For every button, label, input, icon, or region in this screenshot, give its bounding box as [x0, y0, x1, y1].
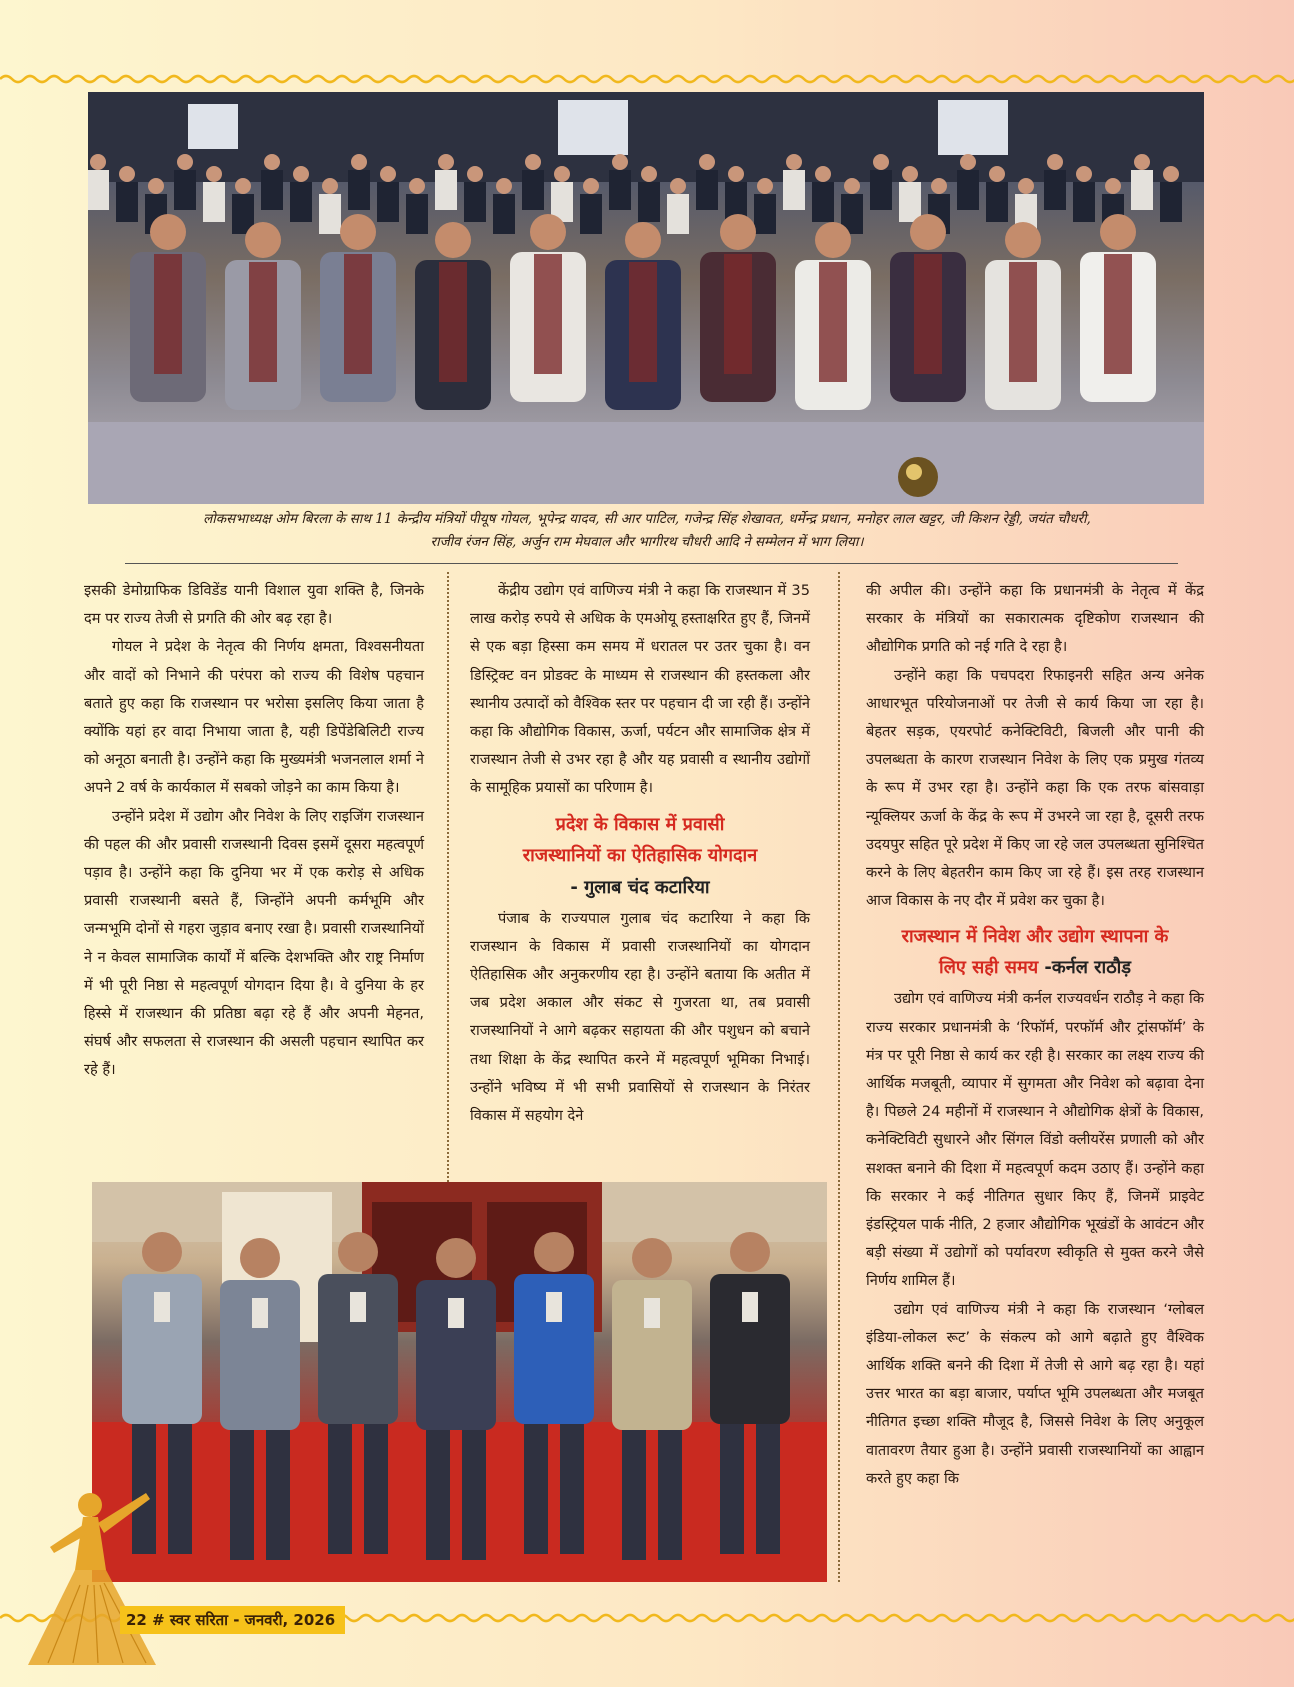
heading-byline: - गुलाब चंद कटारिया	[570, 876, 710, 898]
caption-line-1: लोकसभाध्यक्ष ओम बिरला के साथ 11 केन्द्रीय मंत्रियों पीयूष गोयल, भूपेन्द्र यादव, सी आर पाटिल, गजेन्द्र सिंह शेखावत, धर्मेन्द्र प्रधान, मनोहर लाल खट्टर, जी किशन रेड्डी, जयंत चौधरी,	[203, 511, 1091, 527]
heading-line: राजस्थानियों का ऐतिहासिक योगदान	[522, 844, 758, 866]
column-divider-1	[447, 572, 449, 1182]
top-wavy-border	[0, 72, 1294, 86]
photo-caption	[100, 508, 1194, 554]
section-heading-rathore	[866, 921, 1204, 983]
paragraph: पंजाब के राज्यपाल गुलाब चंद कटारिया ने कहा कि राजस्थान के विकास में प्रवासी राजस्थानियों का योगदान ऐतिहासिक और अनुकरणीय रहा है। उन्होंने बताया कि अतीत में जब प्रदेश अकाल और संकट से गुजरता था, तब प्रवासी राजस्थानियों ने आगे बढ़कर सहायता की और पशुधन को बचाने तथा शिक्षा के केंद्र स्थापित करने में महत्वपूर्ण भूमिका निभाई। उन्होंने भविष्य में भी सभी प्रवासियों से राजस्थान के निरंतर विकास में सहयोग देने	[470, 909, 810, 1125]
paragraph: केंद्रीय उद्योग एवं वाणिज्य मंत्री ने कहा कि राजस्थान में 35 लाख करोड़ रुपये से अधिक के एमओयू हस्ताक्षरित हुए हैं, जिनमें से एक बड़ा हिस्सा कम समय में धरातल पर उतर चुका है। वन डिस्ट्रिक्ट वन प्रोडक्ट के माध्यम से राजस्थान की हस्तकला और स्थानीय उत्पादों को वैश्विक स्तर पर पहचान दी जा रही हैं। उन्होंने कहा कि औद्योगिक विकास, ऊर्जा, पर्यटन और सामाजिक क्षेत्र में राजस्थान तेजी से उभर रहा है और यह प्रवासी व स्थानीय उद्योगों के सामूहिक प्रयासों का परिणाम है।	[470, 582, 810, 797]
paragraph: उद्योग एवं वाणिज्य मंत्री कर्नल राज्यवर्धन राठौड़ ने कहा कि राज्य सरकार प्रधानमंत्री के ‘रिफॉर्म, परफॉर्म और ट्रांसफॉर्म’ के मंत्र पर पूरी निष्ठा से कार्य कर रही है। सरकार का लक्ष्य राज्य की आर्थिक मजबूती, व्यापार में सुगमता और निवेश को बढ़ावा देना है। पिछले 24 महीनों में राजस्थान ने औद्योगिक क्षेत्रों के विकास, कनेक्टिविटी सुधारने और सिंगल विंडो क्लीयरेंस प्रणाली को और सशक्त बनाने की दिशा में महत्वपूर्ण कदम उठाए हैं। उन्होंने कहा कि सरकार ने कई नीतिगत सुधार किए हैं, जिनमें प्राइवेट इंडस्ट्रियल पार्क नीति, 2 हजार औद्योगिक भूखंडों के आवंटन और बड़ी संख्या में उद्योगों को पर्यावरण स्वीकृति से मुक्त करने जैसे निर्णय शामिल हैं।	[866, 990, 1204, 1290]
page-footer-label: 22 # स्वर सरिता - जनवरी, 2026	[120, 1606, 345, 1634]
article-column-3	[866, 577, 1204, 1493]
paragraph: गोयल ने प्रदेश के नेतृत्व की निर्णय क्षमता, विश्वसनीयता और वादों को निभाने की परंपरा को राज्य की विशेष पहचान बताते हुए कहा कि राजस्थान पर भरोसा इसलिए किया जाता है क्योंकि यहां हर वादा निभाया जाता है, यही डिपेंडेबिलिटी राज्य को अनूठा बनाती है। उन्होंने कहा कि मुख्यमंत्री भजनलाल शर्मा ने अपने 2 वर्ष के कार्यकाल में सबको जोड़ने का काम किया है।	[84, 638, 424, 797]
kathak-dancer-illustration	[28, 1475, 178, 1684]
conference-audience-photo	[88, 92, 1204, 504]
article-column-1	[84, 577, 424, 1085]
caption-divider	[125, 563, 1178, 564]
paragraph: की अपील की। उन्होंने कहा कि प्रधानमंत्री के नेतृत्व में केंद्र सरकार के मंत्रियों का सकारात्मक दृष्टिकोण राजस्थान की औद्योगिक प्रगति को नई गति दे रहा है।	[866, 582, 1204, 656]
heading-line	[866, 952, 1204, 983]
caption-line-2: राजीव रंजन सिंह, अर्जुन राम मेघवाल और भागीरथ चौधरी आदि ने सम्मेलन में भाग लिया।	[430, 534, 864, 550]
heading-line: राजस्थान में निवेश और उद्योग स्थापना के	[901, 926, 1169, 948]
heading-text: लिए सही समय	[939, 957, 1039, 979]
paragraph: उन्होंने कहा कि पचपदरा रिफाइनरी सहित अन्य अनेक आधारभूत परियोजनाओं पर तेजी से कार्य किया जा रहा है। बेहतर सड़क, एयरपोर्ट कनेक्टिविटी, बिजली और पानी की उपलब्धता के कारण राजस्थान निवेश के लिए एक प्रमुख गंतव्य के रूप में उभर रहा है। उन्होंने कहा कि एक तरफ बांसवाड़ा न्यूक्लियर ऊर्जा के केंद्र के रूप में उभरने जा रहा है, दूसरी तरफ उदयपुर सहित पूरे प्रदेश में किए जा रहे जल उपलब्धता सुनिश्चित करने के लिए बेहतरीन काम किए जा रहे हैं। इस तरह राजस्थान आज विकास के नए दौर में प्रवेश कर चुका है।	[866, 666, 1204, 910]
heading-byline: -कर्नल राठौड़	[1038, 957, 1131, 979]
paragraph: उद्योग एवं वाणिज्य मंत्री ने कहा कि राजस्थान ‘ग्लोबल इंडिया-लोकल रूट’ के संकल्प को आगे बढ़ाते हुए वैश्विक आर्थिक शक्ति बनने की दिशा में तेजी से आगे बढ़ रहा है। यहां उत्तर भारत का बड़ा बाजार, पर्याप्त भूमि उपलब्धता और मजबूत नीतिगत इच्छा शक्ति मौजूद है, जिससे निवेश के लिए अनुकूल वातावरण तैयार हुआ है। उन्होंने प्रवासी राजस्थानियों का आह्वान करते हुए कहा कि	[866, 1300, 1204, 1487]
delegates-group-photo	[92, 1182, 827, 1582]
section-heading-katariya	[470, 809, 810, 871]
column-divider-2	[838, 572, 840, 1582]
paragraph: उन्होंने प्रदेश में उद्योग और निवेश के लिए राइजिंग राजस्थान की पहल की और प्रवासी राजस्थानी दिवस इसमें दूसरा महत्वपूर्ण पड़ाव है। उन्होंने कहा कि दुनिया भर में एक करोड़ से अधिक प्रवासी राजस्थानी बसते हैं, जिन्होंने अपनी कर्मभूमि और जन्मभूमि दोनों से गहरा जुड़ाव बनाए रखा है। प्रवासी राजस्थानियों ने न केवल सामाजिक कार्यों में बल्कि देशभक्ति और राष्ट्र निर्माण में भी पूरी निष्ठा से महत्वपूर्ण योगदान दिया है। वे दुनिया के हर हिस्से में राजस्थान की प्रतिष्ठा बढ़ा रहे हैं और अपनी मेहनत, संघर्ष और सफलता से राजस्थान की असली पहचान स्थापित कर रहे हैं।	[84, 807, 424, 1079]
paragraph: इसकी डेमोग्राफिक डिविडेंड यानी विशाल युवा शक्ति है, जिनके दम पर राज्य तेजी से प्रगति की ओर बढ़ रहा है।	[84, 582, 424, 628]
article-column-2	[470, 577, 810, 1130]
heading-line: प्रदेश के विकास में प्रवासी	[555, 813, 725, 835]
